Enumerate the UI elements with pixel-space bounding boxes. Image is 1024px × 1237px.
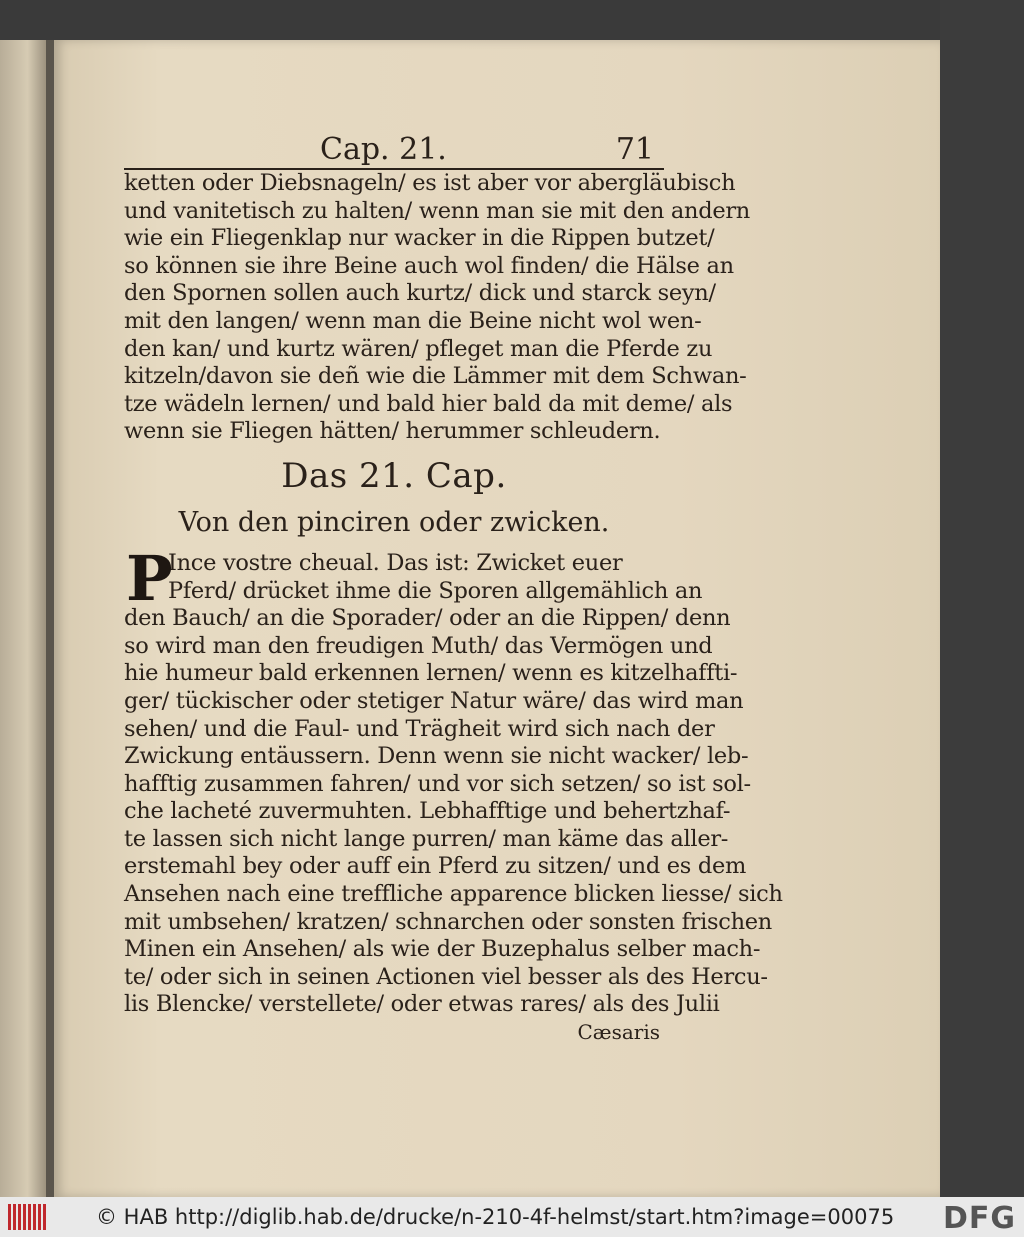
text-line: den Bauch/ an die Sporader/ oder an die Rippen/ denn (124, 605, 731, 632)
drop-capital: P (126, 541, 173, 615)
text-line: ketten oder Diebsnageln/ es ist aber vor abergläubisch (124, 170, 736, 196)
text-line-first: Ince vostre cheual. Das ist: Zwicket euer (168, 549, 623, 576)
text-line: tze wädeln lernen/ und bald hier bald da mit deme/ als (124, 390, 733, 417)
text-line: wenn sie Fliegen hätten/ herummer schleudern. (124, 418, 661, 445)
page-gutter (46, 40, 54, 1197)
running-header (124, 128, 664, 166)
copyright-url[interactable]: © HAB http://diglib.hab.de/drucke/n-210-4f-helmst/start.htm?image=00075 (96, 1205, 895, 1229)
previous-page-edge (0, 40, 46, 1197)
text-line: ger/ tückischer oder stetiger Natur wäre/ das wird man (124, 687, 744, 714)
text-line: kitzeln/davon sie deñ wie die Lämmer mit dem Schwan- (124, 363, 747, 390)
text-line: hafftig zusammen fahren/ und vor sich setzen/ so ist sol- (124, 770, 751, 797)
text-line: hie humeur bald erkennen lernen/ wenn es kitzelhaffti- (124, 660, 738, 687)
text-line: che lacheté zuvermuhten. Lebhafftige und behertzhaf- (124, 798, 731, 825)
text-line: Zwickung entäussern. Denn wenn sie nicht wacker/ leb- (124, 743, 749, 770)
chapter-paragraph (124, 541, 783, 1019)
viewer-footer (0, 1197, 1024, 1237)
paragraph-continued (124, 170, 750, 446)
text-line: den Spornen sollen auch kurtz/ dick und starck seyn/ (124, 280, 716, 307)
text-line: Pferd/ drücket ihme die Sporen allgemählich an (168, 577, 703, 604)
text-line: Minen ein Ansehen/ als wie der Buzephalus selber mach- (124, 936, 761, 963)
text-line: lis Blencke/ verstellete/ oder etwas rares/ als des Julii (124, 991, 720, 1018)
text-line: mit den langen/ wenn man die Beine nicht wol wen- (124, 307, 702, 334)
chapter-subheading: Von den pinciren oder zwicken. (178, 506, 610, 538)
text-line: mit umbsehen/ kratzen/ schnarchen oder sonsten frischen (124, 908, 772, 935)
scan-background-right (940, 0, 1024, 1197)
catchword: Cæsaris (577, 1020, 660, 1045)
text-line: wie ein Fliegenklap nur wacker in die Rippen butzet/ (124, 225, 715, 252)
page-number: 71 (615, 132, 654, 167)
hab-logo-icon (8, 1204, 48, 1230)
page-text (124, 128, 783, 1045)
text-line: so können sie ihre Beine auch wol finden/ die Hälse an (124, 252, 734, 279)
chapter-heading: Das 21. Cap. (281, 455, 507, 496)
dfg-logo-icon: DFG (942, 1201, 1016, 1236)
text-line: und vanitetisch zu halten/ wenn man sie mit den andern (124, 197, 750, 224)
text-line: erstemahl bey oder auff ein Pferd zu sitzen/ und es dem (124, 853, 747, 880)
text-line: Ansehen nach eine treffliche apparence blicken liesse/ sich (124, 881, 783, 908)
text-line: den kan/ und kurtz wären/ pfleget man die Pferde zu (124, 335, 713, 362)
text-line: te/ oder sich in seinen Actionen viel besser als des Hercu- (124, 963, 768, 990)
text-line: sehen/ und die Faul- und Trägheit wird sich nach der (124, 715, 715, 742)
running-head-title: Cap. 21. (320, 132, 447, 167)
text-line: te lassen sich nicht lange purren/ man käme das aller- (124, 825, 729, 852)
text-line: so wird man den freudigen Muth/ das Vermögen und (124, 632, 713, 659)
